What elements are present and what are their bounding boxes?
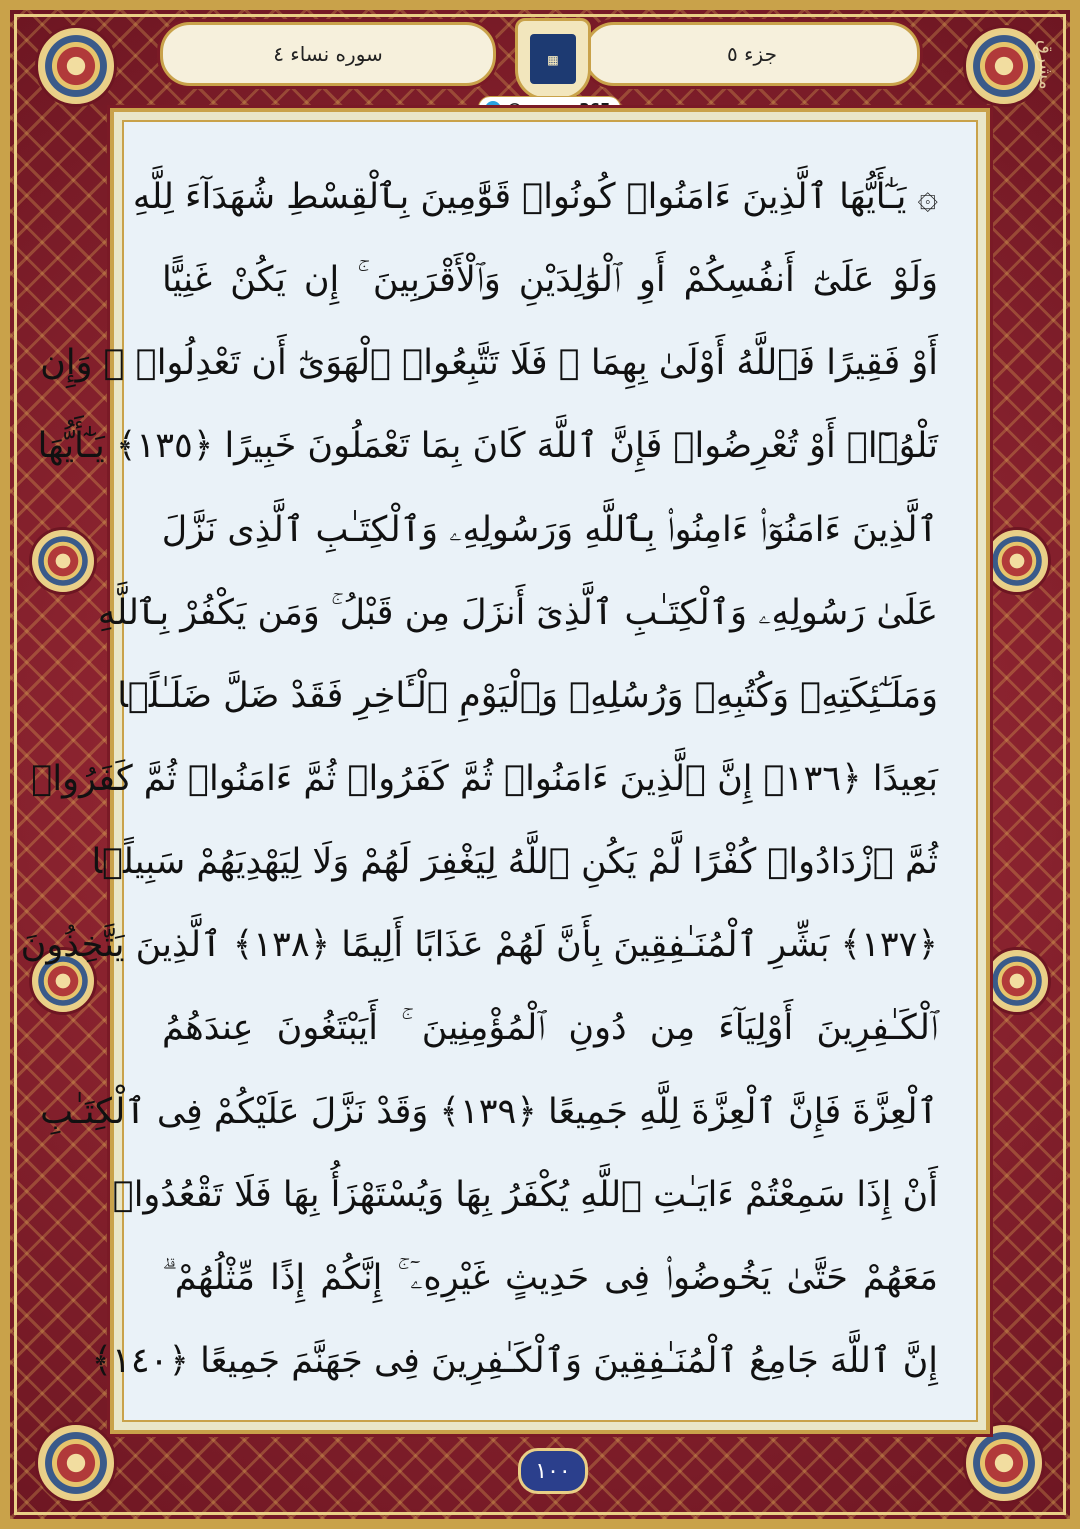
corner-ornament [966,28,1042,104]
page-number-badge: ١٠٠ [518,1448,588,1494]
verse-line: تَلْوُۥٓا۟ أَوْ تُعْرِضُوا۟ فَإِنَّ ٱللَّهَ كَانَ بِمَا تَعْمَلُونَ خَبِيرًا ﴿١٣٥﴾ يَـٰٓأَيُّهَا [37,426,938,467]
side-ornament [986,950,1048,1012]
juz-number-label: جزء ٥ [584,22,920,86]
header-seal [515,18,591,100]
verse-panel [20,120,978,1422]
verse-line: أَوْ فَقِيرًا فَٱللَّهُ أَوْلَىٰ بِهِمَا ۖ فَلَا تَتَّبِعُوا۟ ٱلْهَوَىٰٓ أَن تَعْدِلُوا۟ ۚ وَإِن [40,343,938,384]
verse-line: ۞ يَـٰٓأَيُّهَا ٱلَّذِينَ ءَامَنُوا۟ كُونُوا۟ قَوَّٰمِينَ بِٱلْقِسْطِ شُهَدَآءَ لِلَّهِ [132,177,938,217]
verse-line: إِنَّ ٱللَّهَ جَامِعُ ٱلْمُنَـٰفِقِينَ وَٱلْكَـٰفِرِينَ فِى جَهَنَّمَ جَمِيعًا ﴿١٤٠﴾ [91,1340,938,1381]
verse-line: ٱلْكَـٰفِرِينَ أَوْلِيَآءَ مِن دُونِ ٱلْمُؤْمِنِينَ ۚ أَيَبْتَغُونَ عِندَهُمُ [162,1008,938,1049]
verse-line: ٱلْعِزَّةَ فَإِنَّ ٱلْعِزَّةَ لِلَّهِ جَمِيعًا ﴿١٣٩﴾ وَقَدْ نَزَّلَ عَلَيْكُمْ فِى ٱلْكِتَـٰبِ [40,1091,938,1132]
corner-ornament [966,1425,1042,1501]
verse-line: أَنْ إِذَا سَمِعْتُمْ ءَايَـٰتِ ٱللَّهِ يُكْفَرُ بِهَا وَيُسْتَهْزَأُ بِهَا فَلَا تَقْعُدُوا۟ [112,1174,938,1215]
text-frame [20,108,990,1434]
kufic-seal-icon: ▦ [530,34,576,84]
verse-line: وَمَلَـٰٓئِكَتِهِۦ وَكُتُبِهِۦ وَرُسُلِهِۦ وَٱلْيَوْمِ ٱلْـَٔاخِرِ فَقَدْ ضَلَّ ضَلَـٰلًۢا [117,675,938,716]
verse-line: وَلَوْ عَلَىٰٓ أَنفُسِكُمْ أَوِ ٱلْوَٰلِدَيْنِ وَٱلْأَقْرَبِينَ ۚ إِن يَكُنْ غَنِيًّا [162,260,938,301]
corner-ornament [38,28,114,104]
side-watermark: مشرق [1035,40,1056,90]
verse-line: ﴿١٣٧﴾ بَشِّرِ ٱلْمُنَـٰفِقِينَ بِأَنَّ لَهُمْ عَذَابًا أَلِيمًا ﴿١٣٨﴾ ٱلَّذِينَ يَتَّخِذُونَ [20,925,938,966]
verse-line: ٱلَّذِينَ ءَامَنُوٓا۟ ءَامِنُوا۟ بِٱللَّهِ وَرَسُولِهِۦ وَٱلْكِتَـٰبِ ٱلَّذِى نَزَّلَ [161,509,938,550]
verse-line: مَعَهُمْ حَتَّىٰ يَخُوضُوا۟ فِى حَدِيثٍ غَيْرِهِۦٓ ۚ إِنَّكُمْ إِذًا مِّثْلُهُمْ ۗ [162,1257,938,1298]
side-ornament [986,530,1048,592]
verse-line: ثُمَّ ٱزْدَادُوا۟ كُفْرًا لَّمْ يَكُنِ ٱللَّهُ لِيَغْفِرَ لَهُمْ وَلَا لِيَهْدِيَهُمْ سَبِيلًۢا [91,842,938,883]
corner-ornament [38,1425,114,1501]
verse-line: عَلَىٰ رَسُولِهِۦ وَٱلْكِتَـٰبِ ٱلَّذِىٓ أَنزَلَ مِن قَبْلُ ۚ وَمَن يَكْفُرْ بِٱللَّهِ [97,592,938,633]
surah-name-label: سوره نساء ٤ [160,22,496,86]
verse-line: بَعِيدًا ﴿١٣٦﴾ إِنَّ ٱلَّذِينَ ءَامَنُوا۟ ثُمَّ كَفَرُوا۟ ثُمَّ ءَامَنُوا۟ ثُمَّ كَفَرُوا۟ [31,758,938,799]
side-ornament [32,530,94,592]
